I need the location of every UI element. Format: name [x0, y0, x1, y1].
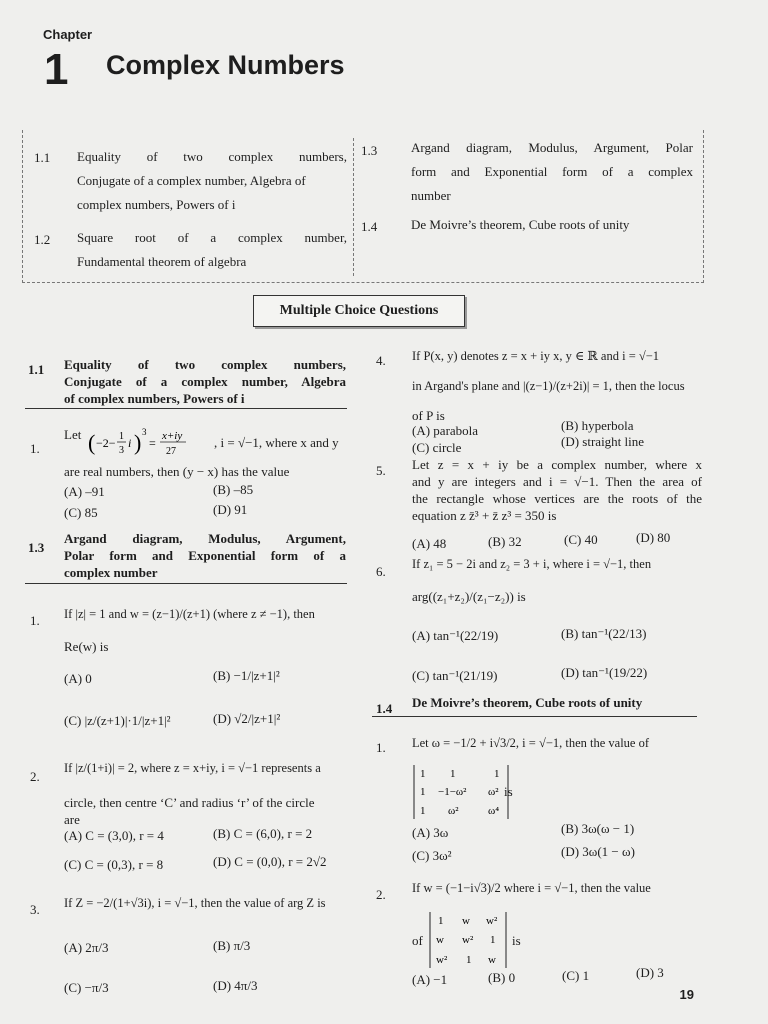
- question-text: in Argand's plane and |(z−1)/(z+2i)| = 1, then the locus: [412, 379, 685, 393]
- question-number: 5.: [376, 463, 386, 478]
- option-d[interactable]: (D) C = (0,0), r = 2√2: [213, 854, 327, 869]
- question-1-4-2: If w = (−1−i√3)/2 where i = √−1, then the value: [412, 881, 651, 895]
- heading-line: Argand diagram, Modulus, Argument,: [64, 531, 346, 546]
- svg-text:=: =: [149, 436, 156, 450]
- question-number: 1.: [30, 441, 40, 456]
- matrix-cell: w: [436, 934, 444, 946]
- svg-text:3: 3: [142, 427, 147, 437]
- matrix-cell: 1: [466, 954, 472, 966]
- question-text: Re(w) is: [64, 639, 109, 654]
- option-c[interactable]: (C) 40: [564, 532, 598, 547]
- section-num-1-1: 1.1: [28, 362, 45, 377]
- option-a[interactable]: (A) 48: [412, 536, 447, 551]
- option-d[interactable]: (D) 4π/3: [213, 978, 258, 993]
- toc-line: form and Exponential form of a complex: [411, 164, 693, 179]
- question-number: 1.: [30, 613, 40, 628]
- option-a[interactable]: (A) –91: [64, 484, 105, 499]
- question-text: , i = √−1, where x and y: [214, 435, 339, 450]
- question-text: are real numbers, then (y − x) has the value: [64, 464, 290, 479]
- math-expression: [86, 426, 216, 464]
- option-d[interactable]: (D) 3ω(1 − ω): [561, 844, 635, 859]
- toc-item-1-1: [77, 145, 347, 217]
- question-line: the rectangle whose vertices are the roots of the: [412, 491, 702, 506]
- chapter-label: Chapter: [43, 27, 93, 42]
- option-b[interactable]: (B) 3ω(ω − 1): [561, 821, 635, 836]
- svg-text:x+iy: x+iy: [162, 430, 183, 442]
- mcq-title: Multiple Choice Questions: [253, 295, 465, 327]
- determinant: [428, 910, 512, 974]
- toc-num-1-3: 1.3: [361, 143, 378, 158]
- matrix-cell: 1: [490, 934, 496, 946]
- option-a[interactable]: (A) tan⁻¹(22/19): [412, 628, 499, 643]
- option-a[interactable]: (A) 0: [64, 671, 92, 686]
- option-b[interactable]: (B) –85: [213, 482, 254, 497]
- option-d[interactable]: (D) 80: [636, 530, 671, 545]
- question-1-3-5: [412, 456, 702, 524]
- svg-text:−2−: −2−: [96, 436, 116, 450]
- matrix-cell: 1: [494, 768, 500, 780]
- matrix-cell: 1: [420, 786, 426, 798]
- option-d[interactable]: (D) √2/|z+1|²: [213, 711, 281, 726]
- section-rule: [25, 408, 347, 409]
- section-heading-1-1: [64, 356, 346, 407]
- matrix-cell: 1: [420, 805, 426, 817]
- question-1-3-1: If |z| = 1 and w = (z−1)/(z+1) (where z ≠ −1), then: [64, 607, 315, 621]
- heading-line: Conjugate of a complex number, Algebra: [64, 374, 346, 389]
- svg-text:): ): [134, 430, 142, 455]
- question-text: of P is: [412, 408, 445, 423]
- option-a[interactable]: (A) C = (3,0), r = 4: [64, 828, 164, 843]
- page-number: 19: [679, 987, 694, 1002]
- question-text: Let: [64, 427, 82, 442]
- question-1-3-4: If P(x, y) denotes z = x + iy x, y ∈ ℝ and i = √−1: [412, 349, 660, 363]
- option-c[interactable]: (C) −π/3: [64, 980, 109, 995]
- question-line: equation z z̄³ + z̄ z³ = 350 is: [412, 508, 557, 523]
- svg-text:27: 27: [166, 446, 176, 457]
- question-number: 3.: [30, 902, 40, 917]
- toc-line: De Moivre’s theorem, Cube roots of unity: [411, 217, 630, 232]
- option-b[interactable]: (B) tan⁻¹(22/13): [561, 626, 647, 641]
- heading-line: complex number: [64, 565, 158, 580]
- question-1-1-1: [64, 426, 354, 466]
- option-c[interactable]: (C) 3ω²: [412, 848, 452, 863]
- option-c[interactable]: (C) circle: [412, 440, 462, 455]
- option-a[interactable]: (A) parabola: [412, 423, 479, 438]
- contents-divider: [353, 138, 354, 276]
- option-b[interactable]: (B) 0: [488, 970, 516, 985]
- option-b[interactable]: (B) 32: [488, 534, 522, 549]
- question-1-3-6: If z₁ = 5 − 2i and z₂ = 3 + i, where i = √−1, then: [412, 557, 652, 571]
- question-text: are: [64, 812, 80, 827]
- matrix-cell: 1: [450, 768, 456, 780]
- question-text: arg((z₁+z₂)/(z₁−z₂)) is: [412, 589, 526, 604]
- heading-line: Equality of two complex numbers,: [64, 357, 346, 372]
- option-c[interactable]: (C) 85: [64, 505, 98, 520]
- option-d[interactable]: (D) straight line: [561, 434, 645, 449]
- heading-line: Polar form and Exponential form of a: [64, 548, 346, 563]
- question-number: 4.: [376, 353, 386, 368]
- option-c[interactable]: (C) 1: [562, 968, 590, 983]
- chapter-title: Complex Numbers: [106, 50, 345, 80]
- section-heading-1-3: [64, 530, 346, 581]
- toc-num-1-2: 1.2: [34, 232, 51, 247]
- option-c[interactable]: (C) |z/(z+1)|·1/|z+1|²: [64, 713, 171, 728]
- option-a[interactable]: (A) 3ω: [412, 825, 449, 840]
- option-b[interactable]: (B) −1/|z+1|²: [213, 668, 280, 683]
- toc-line: Conjugate of a complex number, Algebra of: [77, 173, 306, 188]
- section-heading-1-4: De Moivre’s theorem, Cube roots of unity: [412, 695, 643, 710]
- toc-line: number: [411, 188, 451, 203]
- option-d[interactable]: (D) 3: [636, 965, 664, 980]
- matrix-cell: 1: [438, 915, 444, 927]
- option-d[interactable]: (D) tan⁻¹(19/22): [561, 665, 648, 680]
- option-b[interactable]: (B) hyperbola: [561, 418, 634, 433]
- heading-line: of complex numbers, Powers of i: [64, 391, 245, 406]
- matrix-cell: ω⁴: [488, 805, 500, 817]
- toc-line: Equality of two complex numbers,: [77, 149, 347, 164]
- section-rule: [25, 583, 347, 584]
- matrix-cell: ω²: [448, 805, 459, 817]
- question-1-3-3: If Z = −2/(1+√3i), i = √−1, then the value of arg Z is: [64, 896, 326, 910]
- toc-item-1-3: [411, 136, 693, 208]
- question-number: 1.: [376, 740, 386, 755]
- matrix-cell: w²: [462, 934, 474, 946]
- section-num-1-3: 1.3: [28, 540, 45, 555]
- toc-num-1-1: 1.1: [34, 150, 51, 165]
- question-line: and y are integers and i = √−1. Then the area of: [412, 474, 702, 489]
- option-a[interactable]: (A) 2π/3: [64, 940, 109, 955]
- matrix-cell: 1: [420, 768, 426, 780]
- matrix-cell: −1−ω²: [438, 786, 467, 798]
- question-number: 2.: [376, 887, 386, 902]
- option-c[interactable]: (C) C = (0,3), r = 8: [64, 857, 164, 872]
- question-number: 6.: [376, 564, 386, 579]
- toc-line: Square root of a complex number,: [77, 230, 347, 245]
- determinant-matrix: [428, 910, 512, 970]
- toc-item-1-2: [77, 226, 347, 274]
- question-1-4-1: Let ω = −1/2 + i√3/2, i = √−1, then the value of: [412, 736, 650, 750]
- toc-item-1-4: [411, 213, 693, 237]
- svg-text:(: (: [88, 430, 96, 455]
- toc-line: Argand diagram, Modulus, Argument, Polar: [411, 140, 693, 155]
- matrix-cell: w: [462, 915, 470, 927]
- question-text: is: [504, 784, 513, 799]
- svg-text:1: 1: [119, 431, 124, 442]
- option-b[interactable]: (B) C = (6,0), r = 2: [213, 826, 313, 841]
- question-text: is: [512, 933, 521, 948]
- toc-line: Fundamental theorem of algebra: [77, 254, 247, 269]
- question-1-3-2: If |z/(1+i)| = 2, where z = x+iy, i = √−1 represents a: [64, 761, 321, 775]
- toc-line: complex numbers, Powers of i: [77, 197, 236, 212]
- option-b[interactable]: (B) π/3: [213, 938, 251, 953]
- option-c[interactable]: (C) tan⁻¹(21/19): [412, 668, 498, 683]
- chapter-number: 1: [44, 45, 69, 94]
- matrix-cell: w²: [486, 915, 498, 927]
- matrix-cell: w²: [436, 954, 448, 966]
- question-text: of: [412, 933, 423, 948]
- section-rule: [372, 716, 697, 717]
- toc-num-1-4: 1.4: [361, 219, 378, 234]
- question-text: circle, then centre ‘C’ and radius ‘r’ of the circle: [64, 795, 315, 810]
- matrix-cell: w: [488, 954, 496, 966]
- matrix-cell: ω²: [488, 786, 499, 798]
- section-num-1-4: 1.4: [376, 701, 393, 716]
- svg-text:3: 3: [119, 445, 124, 456]
- question-line: Let z = x + iy be a complex number, where x: [412, 457, 702, 472]
- svg-text:i: i: [128, 436, 132, 450]
- option-d[interactable]: (D) 91: [213, 502, 248, 517]
- question-number: 2.: [30, 769, 40, 784]
- option-a[interactable]: (A) −1: [412, 972, 448, 987]
